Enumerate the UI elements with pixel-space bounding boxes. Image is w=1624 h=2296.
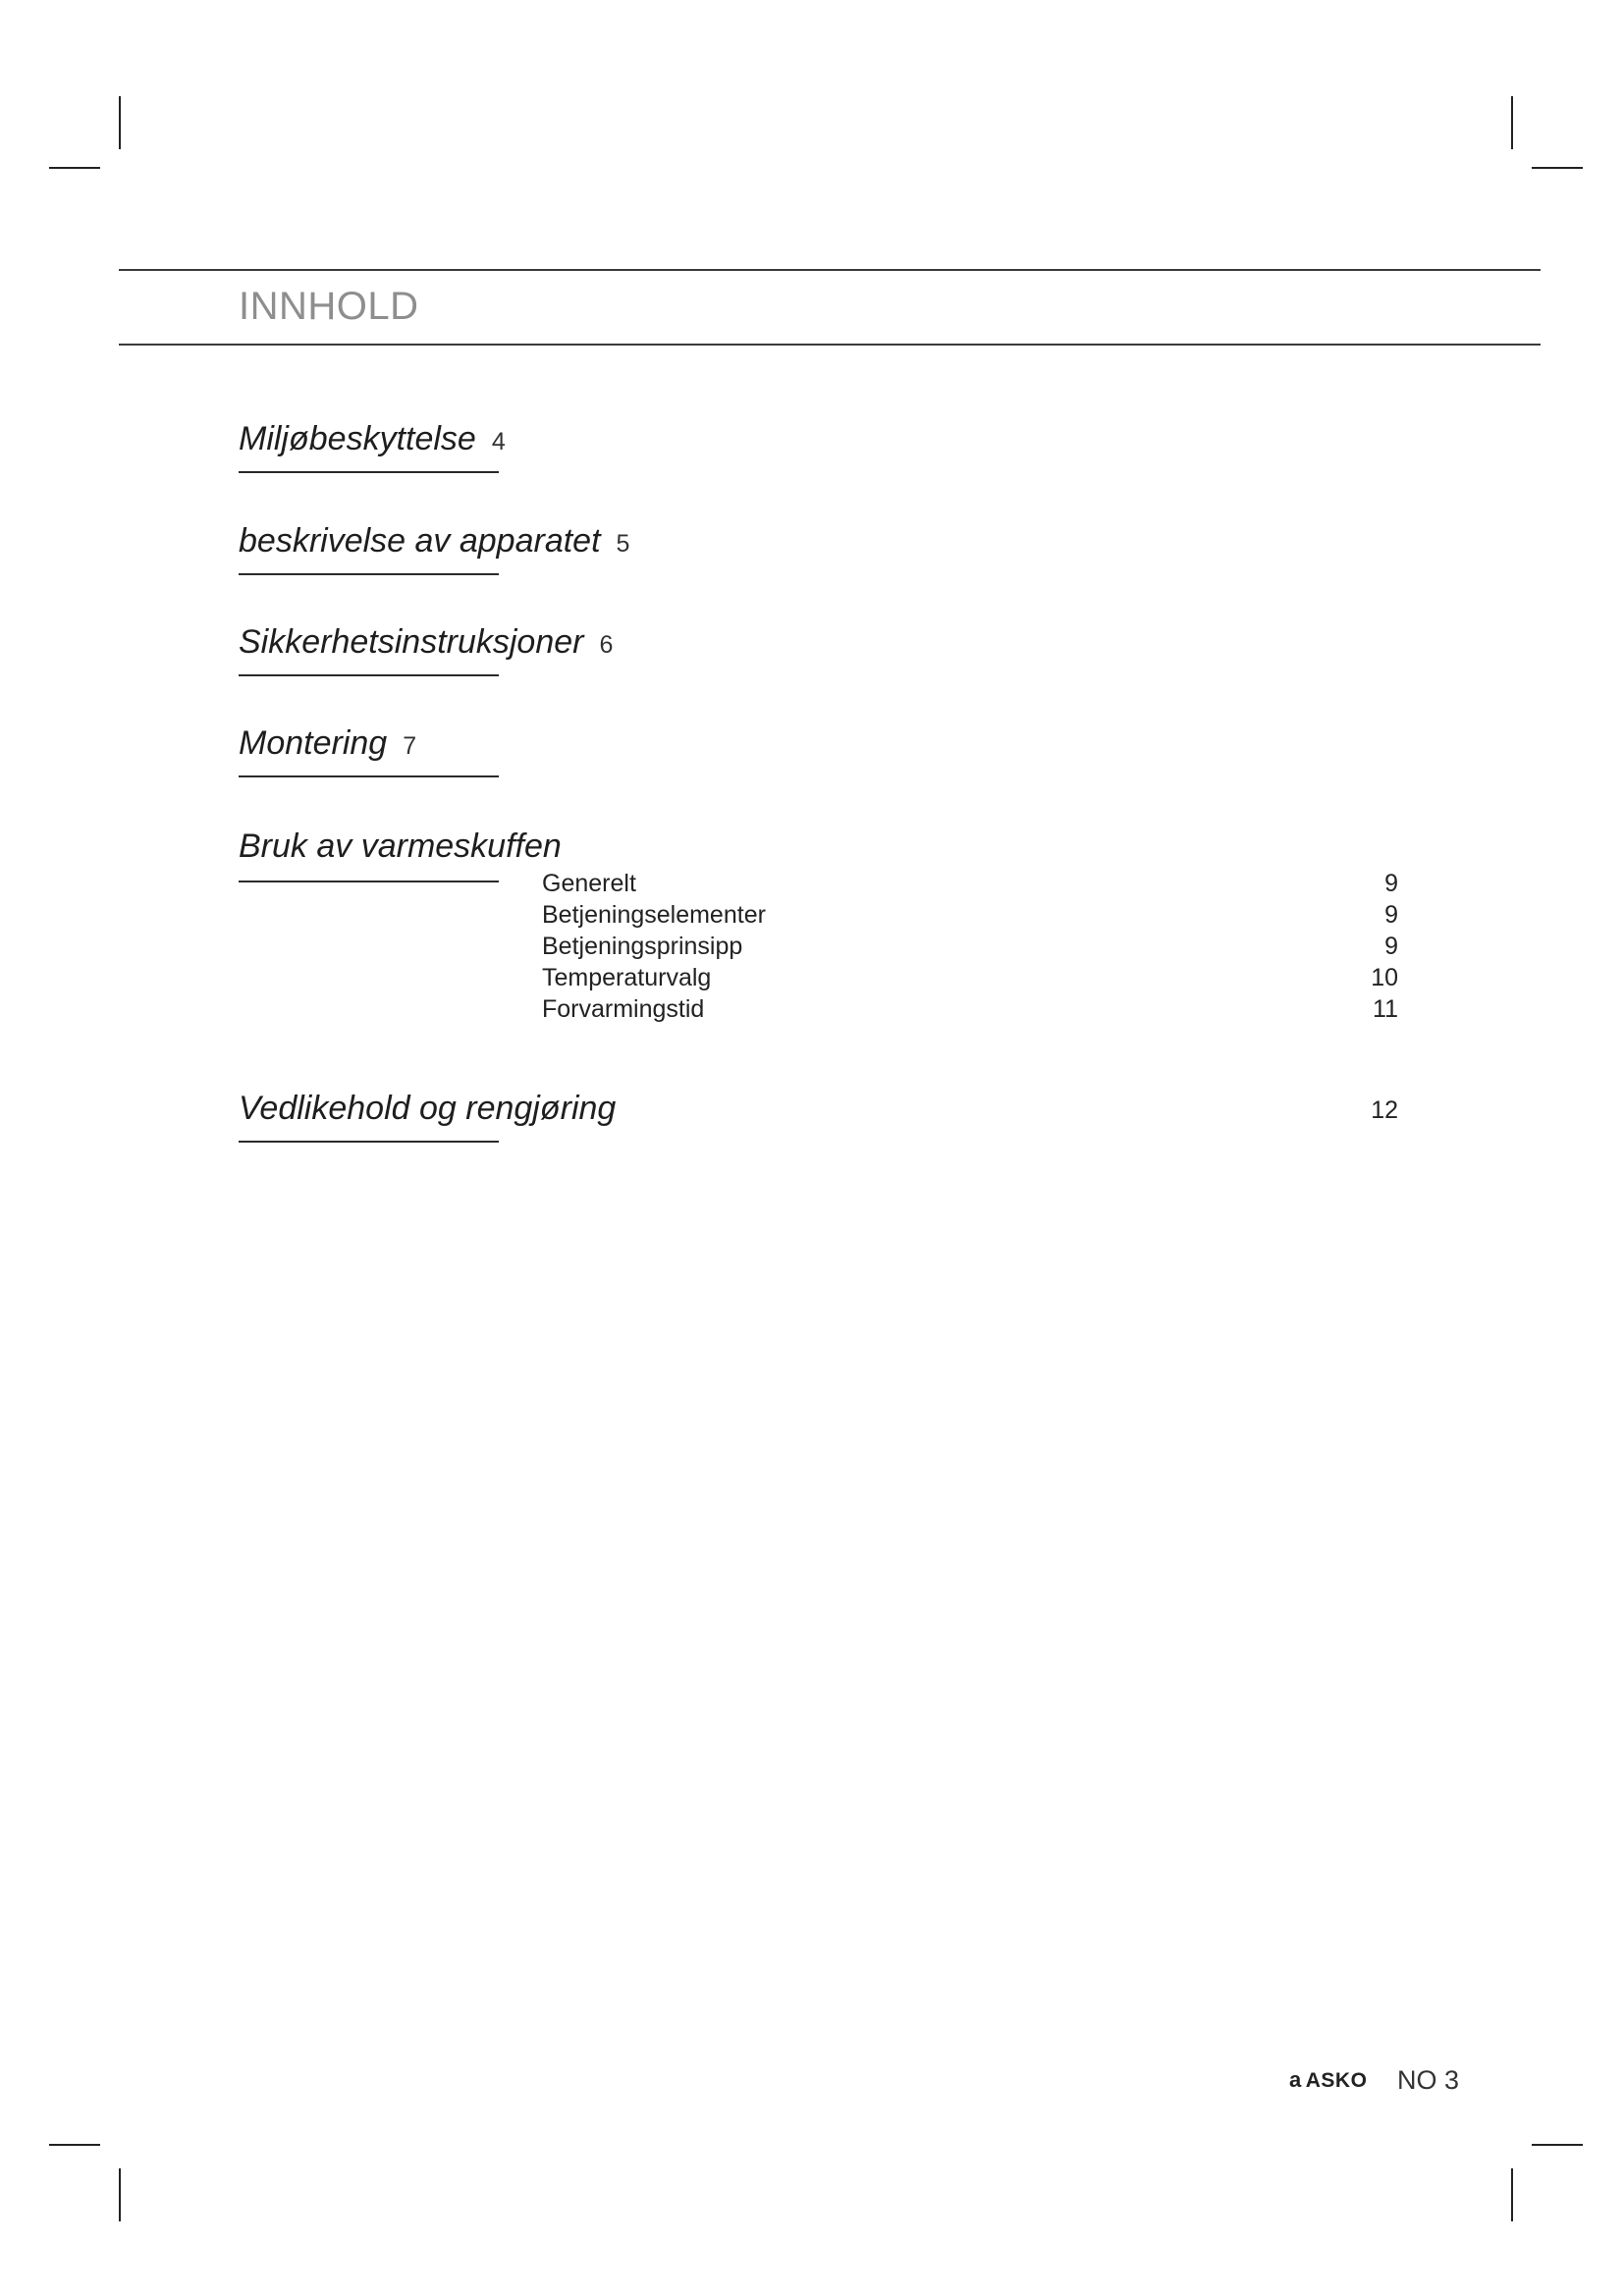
crop-mark-bottom-left-vertical [119, 2168, 121, 2221]
toc-underline [239, 1141, 499, 1143]
toc-subsection-title: Temperaturvalg [542, 964, 712, 991]
toc-page-number: 6 [599, 631, 614, 659]
toc-underline [239, 573, 499, 575]
toc-subsection-title: Generelt [542, 870, 636, 897]
crop-mark-bottom-right-horizontal [1532, 2144, 1583, 2146]
toc-subsection-page: 9 [1384, 933, 1398, 960]
crop-mark-top-right-vertical [1511, 96, 1513, 149]
toc-subsection-row[interactable] [542, 933, 1398, 964]
toc-subsection-page: 9 [1384, 901, 1398, 929]
toc-entry-montering[interactable] [239, 724, 416, 763]
header-rule-top [119, 269, 1541, 271]
toc-subsection-page: 10 [1371, 964, 1398, 991]
page-number: NO 3 [1397, 2065, 1460, 2095]
toc-section-title: beskrivelse av apparatet [239, 522, 601, 560]
toc-underline [239, 775, 499, 777]
toc-entry-bruk-av-varmeskuffen[interactable] [239, 828, 562, 866]
toc-entry-beskrivelse[interactable] [239, 522, 629, 561]
toc-underline [239, 471, 499, 473]
asko-logo-icon: a [1289, 2067, 1302, 2092]
toc-subsection-row[interactable] [542, 901, 1398, 933]
toc-subsection-title: Betjeningsprinsipp [542, 933, 743, 960]
toc-section-title: Vedlikehold og rengjøring [239, 1090, 617, 1127]
toc-section-title: Miljøbeskyttelse [239, 420, 476, 457]
toc-subsection-list [542, 870, 1398, 1027]
toc-entry-sikkerhetsinstruksjoner[interactable] [239, 623, 613, 662]
toc-page-number: 4 [491, 428, 506, 455]
toc-underline [239, 881, 499, 882]
toc-section-title: Bruk av varmeskuffen [239, 828, 562, 865]
toc-section-title: Sikkerhetsinstruksjoner [239, 623, 584, 661]
toc-page-number: 12 [1371, 1096, 1398, 1124]
toc-entry-miljobeskyttelse[interactable] [239, 420, 506, 458]
toc-underline [239, 674, 499, 676]
toc-page-number: 5 [616, 530, 630, 558]
page-title: INNHOLD [239, 285, 419, 328]
brand-logo [1289, 2067, 1367, 2093]
toc-subsection-row[interactable] [542, 964, 1398, 995]
toc-subsection-row[interactable] [542, 870, 1398, 901]
crop-mark-bottom-left-horizontal [49, 2144, 100, 2146]
brand-name: ASKO [1305, 2069, 1368, 2092]
toc-section-title: Montering [239, 724, 388, 762]
crop-mark-bottom-right-vertical [1511, 2168, 1513, 2221]
toc-page-number: 7 [403, 732, 417, 760]
toc-subsection-title: Forvarmingstid [542, 995, 705, 1023]
header-rule-bottom [119, 344, 1541, 346]
toc-subsection-page: 9 [1384, 870, 1398, 897]
toc-subsection-page: 11 [1373, 995, 1398, 1023]
crop-mark-top-left-horizontal [49, 167, 100, 169]
crop-mark-top-left-vertical [119, 96, 121, 149]
toc-subsection-row[interactable] [542, 995, 1398, 1027]
toc-subsection-title: Betjeningselementer [542, 901, 766, 929]
crop-mark-top-right-horizontal [1532, 167, 1583, 169]
toc-entry-vedlikehold[interactable] [239, 1090, 616, 1128]
